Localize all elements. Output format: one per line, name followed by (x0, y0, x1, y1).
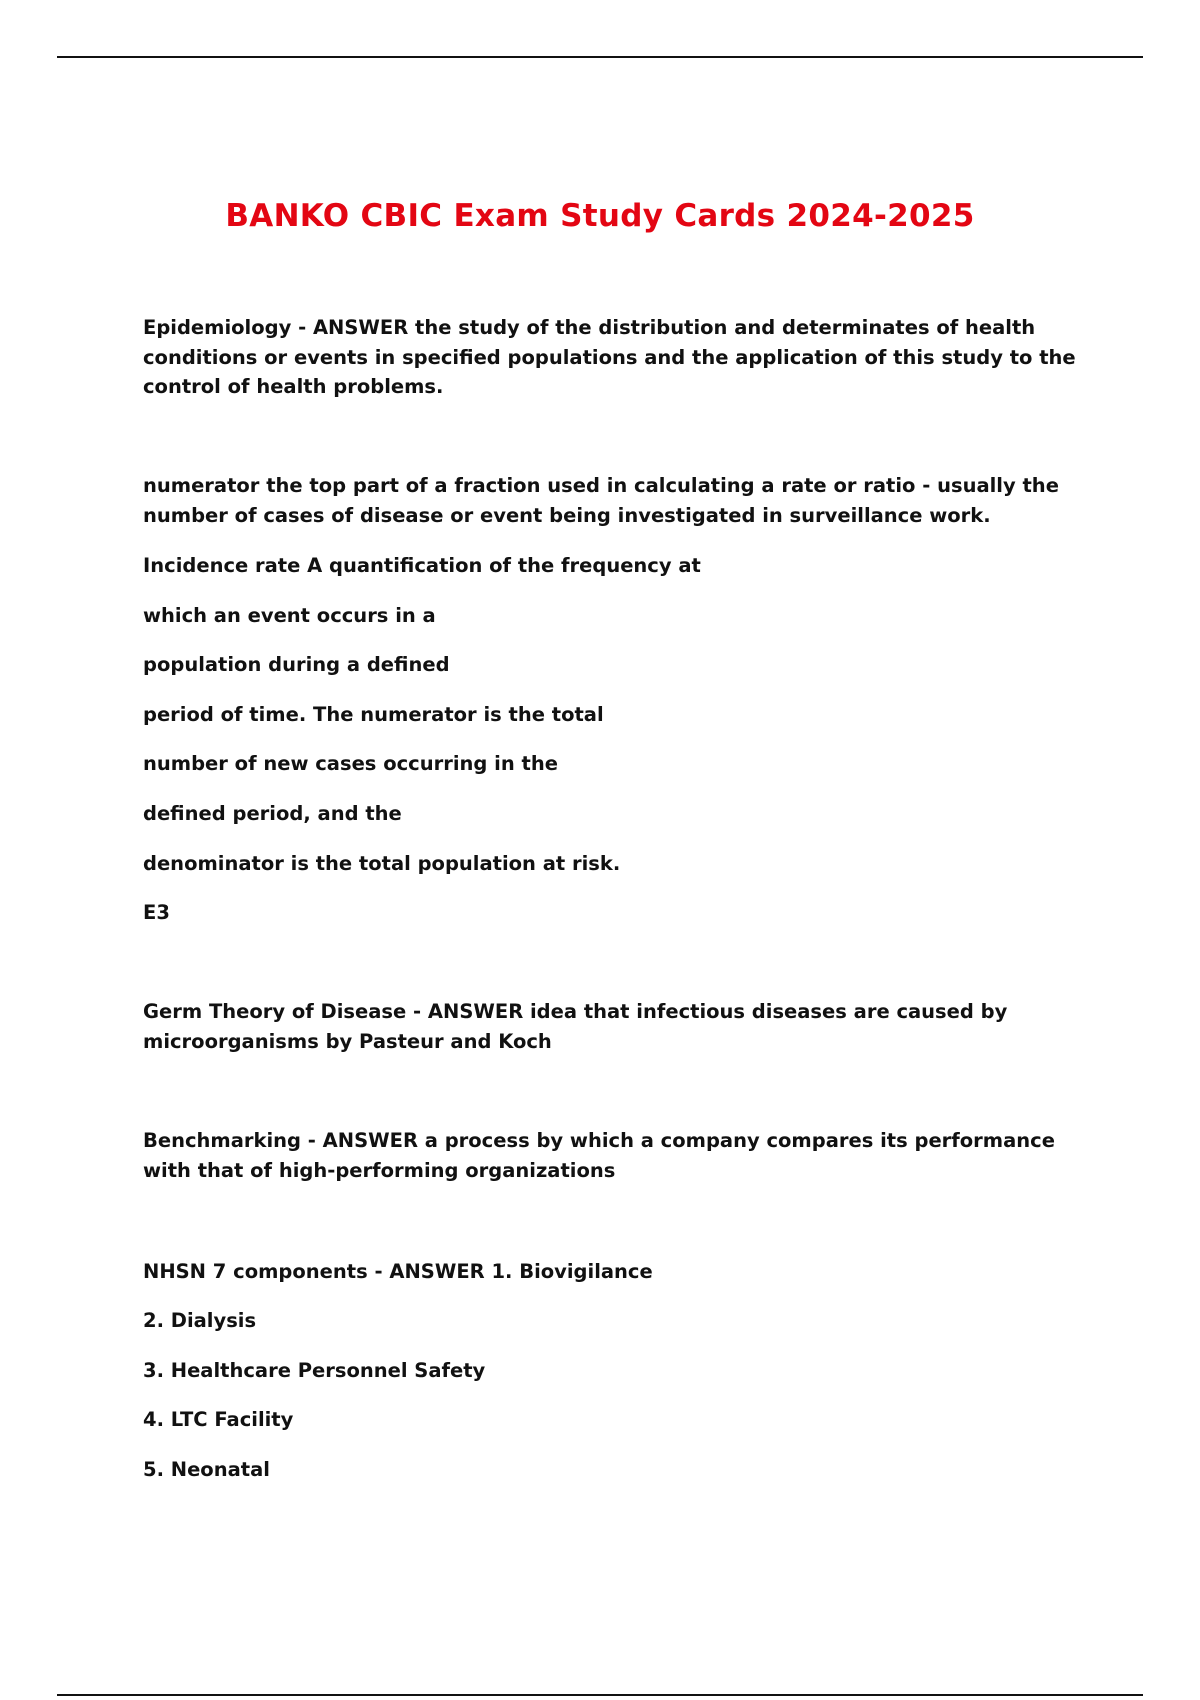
text-line: defined period, and the (143, 802, 402, 825)
text-line: NHSN 7 components - ANSWER 1. Biovigilance (143, 1260, 653, 1283)
text-line: 4. LTC Facility (143, 1408, 294, 1431)
text-line: Benchmarking - ANSWER a process by which a company compares its performance (143, 1129, 1055, 1152)
text-line: number of new cases occurring in the (143, 752, 558, 775)
text-line: Incidence rate A quantification of the frequency at (143, 554, 701, 577)
text-line: 3. Healthcare Personnel Safety (143, 1359, 486, 1382)
text-line: 2. Dialysis (143, 1309, 257, 1332)
text-line: 5. Neonatal (143, 1458, 270, 1481)
text-line: period of time. The numerator is the total (143, 703, 604, 726)
text-line: numerator the top part of a fraction used in calculating a rate or ratio - usually the (143, 474, 1059, 497)
text-line: with that of high-performing organizations (143, 1159, 616, 1182)
text-line: number of cases of disease or event being investigated in surveillance work. (143, 504, 991, 527)
document-title: BANKO CBIC Exam Study Cards 2024-2025 (225, 198, 975, 234)
text-line: microorganisms by Pasteur and Koch (143, 1030, 552, 1053)
text-line: Germ Theory of Disease - ANSWER idea that infectious diseases are caused by (143, 1000, 1008, 1023)
text-line: E3 (143, 901, 170, 924)
text-line: denominator is the total population at risk. (143, 852, 621, 875)
text-line: conditions or events in specified populations and the application of this study to the (143, 346, 1076, 369)
text-line: Epidemiology - ANSWER the study of the distribution and determinates of health (143, 316, 1036, 339)
top-rule (57, 56, 1143, 58)
text-line: population during a defined (143, 653, 450, 676)
bottom-rule (57, 1694, 1143, 1696)
text-line: control of health problems. (143, 375, 444, 398)
text-line: which an event occurs in a (143, 604, 436, 627)
